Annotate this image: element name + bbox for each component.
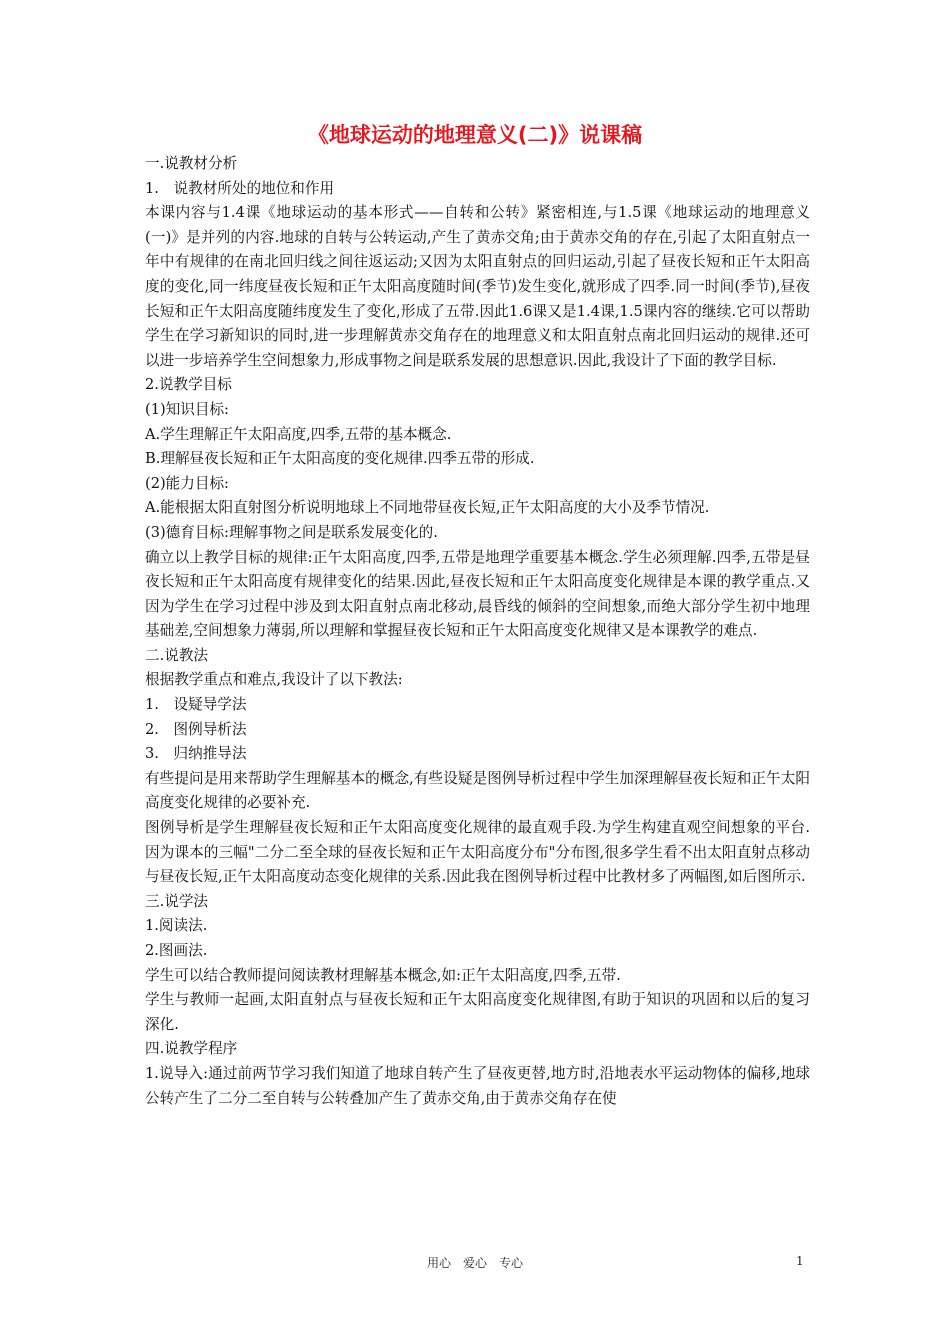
paragraph: (2)能力目标: [145, 474, 229, 492]
page-footer: 用心 爱心 专心 [426, 1256, 523, 1270]
paragraph: 根据教学重点和难点,我设计了以下教法: [145, 671, 403, 689]
paragraph: 1. 设疑导学法 [145, 696, 247, 714]
document-body [145, 152, 810, 1111]
paragraph: 三.说学法 [145, 892, 209, 910]
document-title: 《地球运动的地理意义(二)》说课稿 [307, 123, 643, 147]
paragraph: 图例导析是学生理解昼夜长短和正午太阳高度变化规律的最直观手段.为学生构建直观空间想象的平台.因为课本的三幅"二分二至全球的昼夜长短和正午太阳高度分布"分布图,很多学生看不出太阳直射点移动与昼夜长短,正午太阳高度动态变化规律的关系.因此我在图例导析过程中比教材多了两幅图,如后图所示. [145, 819, 810, 886]
page-number: 1 [796, 1254, 804, 1268]
paragraph: 1.阅读法. [145, 917, 208, 935]
paragraph: 确立以上教学目标的规律:正午太阳高度,四季,五带是地理学重要基本概念.学生必须理解.四季,五带是昼夜长短和正午太阳高度有规律变化的结果.因此,昼夜长短和正午太阳高度变化规律是本课的教学重点.又因为学生在学习过程中涉及到太阳直射点南北移动,晨昏线的倾斜的空间想象,而绝大部分学生初中地理基础差,空间想象力薄弱,所以理解和掌握昼夜长短和正午太阳高度变化规律又是本课教学的难点. [145, 548, 810, 640]
paragraph: 有些提问是用来帮助学生理解基本的概念,有些设疑是图例导析过程中学生加深理解昼夜长短和正午太阳高度变化规律的必要补充. [145, 769, 810, 812]
paragraph: B.理解昼夜长短和正午太阳高度的变化规律.四季五带的形成. [145, 450, 535, 468]
paragraph: 本课内容与1.4课《地球运动的基本形式——自转和公转》紧密相连,与1.5课《地球运动的地理意义(一)》是并列的内容.地球的自转与公转运动,产生了黄赤交角;由于黄赤交角的存在,引起了太阳直射点一年中有规律的在南北回归线之间往返运动;又因为太阳直射点的回归运动,引起了昼夜长短和正午太阳高度的变化,同一纬度昼夜长短和正午太阳高度随时间(季节)发生变化,就形成了四季.同一时间(季节),昼夜长短和正午太阳高度随纬度发生了变化,形成了五带.因此1.6课又是1.4课,1.5课内容的继续.它可以帮助学生在学习新知识的同时,进一步理解黄赤交角存在的地理意义和太阳直射点南北回归运动的规律.还可以进一步培养学生空间想象力,形成事物之间是联系发展的思想意识.因此,我设计了下面的教学目标. [145, 204, 810, 369]
paragraph: 2. 图例导析法 [145, 720, 247, 738]
paragraph: 一.说教材分析 [145, 155, 238, 172]
paragraph: 1.说导入:通过前两节学习我们知道了地球自转产生了昼夜更替,地方时,沿地表水平运动物体的偏移,地球公转产生了二分二至自转与公转叠加产生了黄赤交角,由于黄赤交角存在使 [145, 1064, 810, 1107]
paragraph: A.能根据太阳直射图分析说明地球上不同地带昼夜长短,正午太阳高度的大小及季节情况. [145, 499, 710, 517]
paragraph: 四.说教学程序 [145, 1040, 238, 1058]
paragraph: (1)知识目标: [145, 400, 229, 418]
paragraph: 3. 归纳推导法 [145, 745, 247, 763]
paragraph: (3)德育目标:理解事物之间是联系发展变化的. [145, 523, 438, 541]
paragraph: 1. 说教材所处的地位和作用 [145, 179, 335, 197]
paragraph: 学生与教师一起画,太阳直射点与昼夜长短和正午太阳高度变化规律图,有助于知识的巩固和以后的复习深化. [145, 991, 810, 1033]
paragraph: 2.说教学目标 [145, 376, 232, 394]
paragraph: 二.说教法 [145, 646, 209, 664]
paragraph: A.学生理解正午太阳高度,四季,五带的基本概念. [145, 425, 452, 443]
paragraph: 2.图画法. [145, 942, 208, 959]
paragraph: 学生可以结合教师提问阅读教材理解基本概念,如:正午太阳高度,四季,五带. [145, 966, 621, 984]
